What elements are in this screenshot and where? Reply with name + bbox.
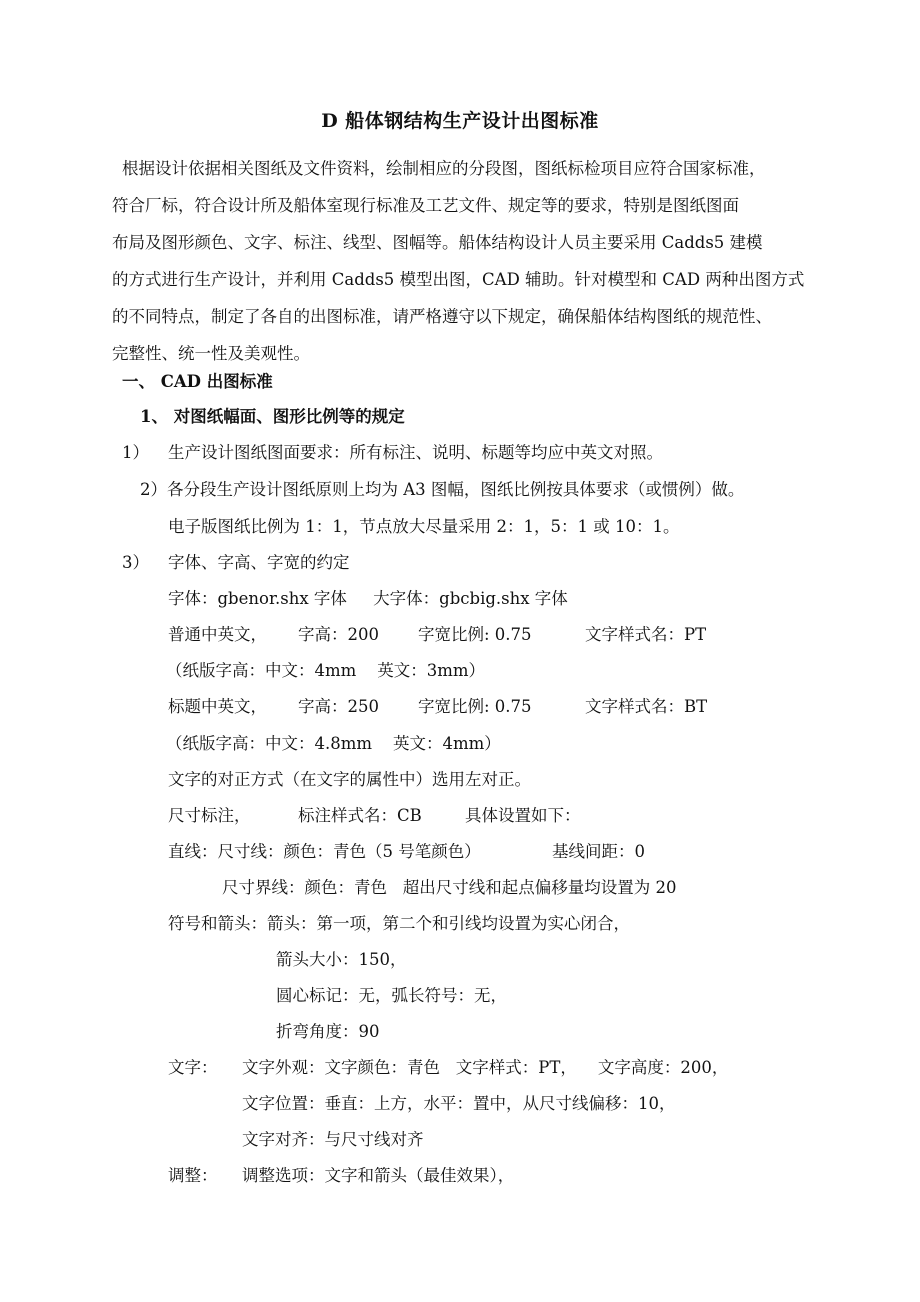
text-alignment-setting: 文字对齐：与尺寸线对齐	[242, 1130, 424, 1149]
arrow-size: 箭头大小：150，	[276, 950, 407, 969]
text-appearance: 文字外观：文字颜色：青色 文字样式：PT， 文字高度：200，	[242, 1058, 729, 1077]
normal-text-height: 字高：200	[298, 625, 379, 644]
dimension-style: 标注样式名：CB	[298, 806, 422, 825]
dimension-label: 尺寸标注，	[168, 806, 251, 825]
subsection-heading-paper: 1、 对图纸幅面、图形比例等的规定	[140, 407, 405, 426]
arrow-setting: 符号和箭头：箭头：第一项，第二个和引线均设置为实心闭合，	[168, 914, 630, 933]
text-placement: 文字位置：垂直：上方，水平：置中，从尺寸线偏移：10，	[242, 1094, 676, 1113]
normal-paper-height: （纸版字高：中文：4mm 英文：3mm）	[166, 661, 486, 680]
baseline-spacing: 基线间距：0	[552, 842, 645, 861]
intro-line: 的不同特点，制定了各自的出图标准，请严格遵守以下规定，确保船体结构图纸的规范性、	[112, 307, 772, 326]
center-mark: 圆心标记：无，弧长符号：无，	[276, 986, 507, 1005]
title-text-style: 文字样式名：BT	[585, 697, 708, 716]
intro-line: 的方式进行生产设计，并利用 Cadds5 模型出图，CAD 辅助。针对模型和 CAD 两种出图方式	[112, 270, 805, 289]
jog-angle: 折弯角度：90	[276, 1022, 380, 1041]
document-title: D 船体钢结构生产设计出图标准	[321, 110, 599, 132]
extension-line-setting: 尺寸界线：颜色：青色 超出尺寸线和起点偏移量均设置为 20	[222, 878, 677, 897]
section-heading-cad: 一、 CAD 出图标准	[122, 372, 273, 391]
normal-text-ratio: 字宽比例: 0.75	[418, 625, 532, 644]
adjust-options: 调整选项：文字和箭头（最佳效果），	[242, 1166, 515, 1185]
dimension-detail: 具体设置如下：	[465, 806, 581, 825]
item-text: 字体、字高、字宽的约定	[168, 553, 350, 572]
font-spec: 字体：gbenor.shx 字体 大字体：gbcbig.shx 字体	[168, 589, 568, 608]
intro-line: 布局及图形颜色、文字、标注、线型、图幅等。船体结构设计人员主要采用 Cadds5 建模	[112, 233, 763, 252]
intro-line: 符合厂标，符合设计所及船体室现行标准及工艺文件、规定等的要求，特别是图纸图面	[112, 196, 739, 215]
intro-paragraph	[112, 150, 832, 372]
item-text: 2）各分段生产设计图纸原则上均为 A3 图幅，图纸比例按具体要求（或惯例）做。	[140, 480, 745, 499]
line-setting: 直线：尺寸线：颜色：青色（5 号笔颜色）	[168, 842, 481, 861]
item-text: 电子版图纸比例为 1：1，节点放大尽量采用 2：1，5：1 或 10：1。	[168, 517, 680, 536]
item-text: 生产设计图纸图面要求：所有标注、说明、标题等均应中英文对照。	[168, 443, 663, 462]
title-text-height: 字高：250	[298, 697, 379, 716]
intro-line: 完整性、统一性及美观性。	[112, 344, 310, 363]
text-alignment: 文字的对正方式（在文字的属性中）选用左对正。	[168, 770, 531, 789]
intro-line: 根据设计依据相关图纸及文件资料，绘制相应的分段图，图纸标检项目应符合国家标准，	[122, 159, 766, 178]
text-section-label: 文字：	[168, 1058, 218, 1077]
normal-text-style: 文字样式名：PT	[585, 625, 707, 644]
title-text-label: 标题中英文，	[168, 697, 267, 716]
item-number: 3）	[122, 553, 149, 572]
title-paper-height: （纸版字高：中文：4.8mm 英文：4mm）	[166, 734, 501, 753]
normal-text-label: 普通中英文，	[168, 625, 267, 644]
item-number: 1）	[122, 443, 149, 462]
title-text-ratio: 字宽比例: 0.75	[418, 697, 532, 716]
adjust-section-label: 调整：	[168, 1166, 218, 1185]
